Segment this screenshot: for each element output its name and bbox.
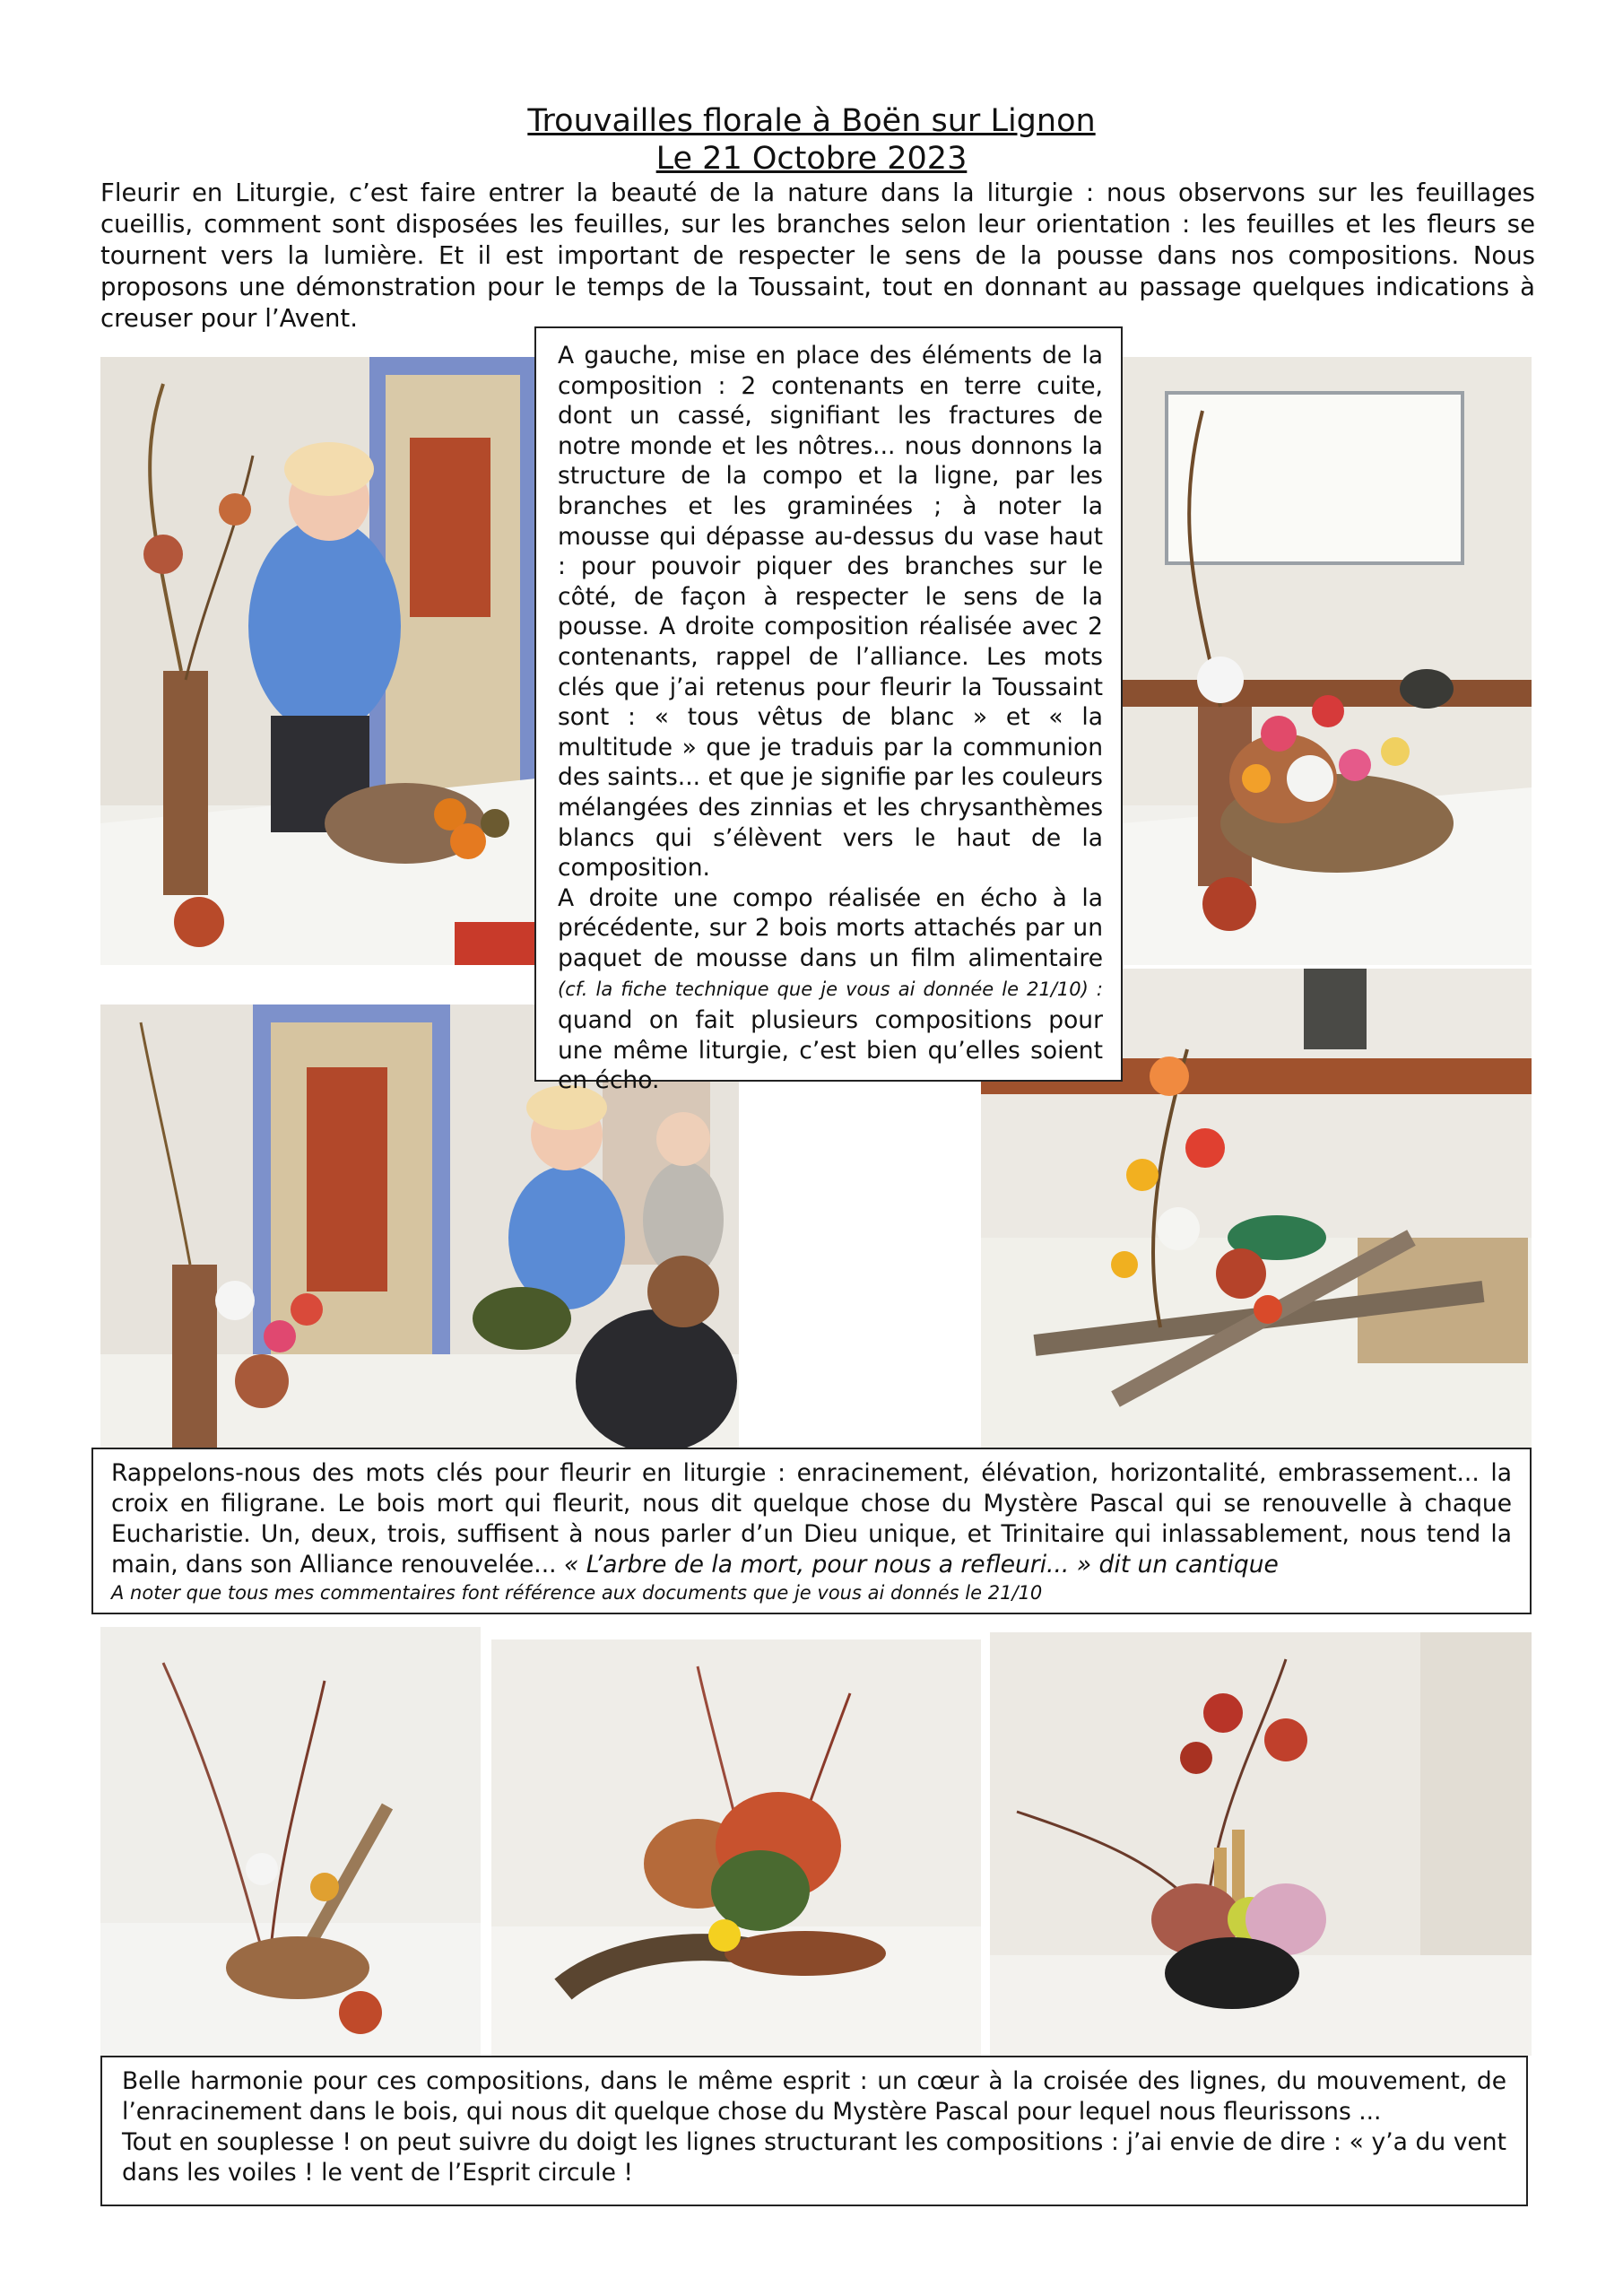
- photo-bottom-center: [491, 1639, 981, 2056]
- harmony-line2: Tout en souplesse ! on peut suivre du doigt les lignes structurant les compositions : j’ai envie de dire : « y’a du vent dans les voiles ! le vent de l’Esprit circule !: [122, 2128, 1506, 2187]
- composition-description-p2-end: quand on fait plusieurs compositions pour une même liturgie, c’est bien qu’elles soient en écho.: [558, 1006, 1103, 1095]
- harmony-box: [100, 2056, 1528, 2206]
- composition-description-box: [534, 326, 1123, 1095]
- technical-sheet-reference: (cf. la fiche technique que je vous ai donnée le 21/10) :: [558, 978, 1103, 1001]
- composition-description-p1: A gauche, mise en place des éléments de la composition : 2 contenants en terre cuite, dont un cassé, signifiant les fractures de notre monde et les nôtres... nous donnons la structure de la compo et la ligne, par les branches et les graminées ; à noter la mousse qui dépasse au-dessus du vase haut : pour pouvoir piquer des branches sur le côté, de façon à respecter le sens de la pousse. A droite composition réalisée avec 2 contenants, rappel de l’alliance. Les mots clés que j’ai retenus pour fleurir la Toussaint sont : « tous vêtus de blanc » et « la multitude » que je traduis par la communion des saints... et que je signifie par les couleurs mélangées des zinnias et les chrysanthèmes blancs qui s’élèvent vers le haut de la composition.: [558, 342, 1103, 883]
- page-date: Le 21 Octobre 2023: [655, 141, 968, 177]
- intro-paragraph: Fleurir en Liturgie, c’est faire entrer la beauté de la nature dans la liturgie : nous observons sur les feuillages cueillis, comment sont disposées les feuilles, sur les branches selon leur orientation : les feuilles et les fleurs se tournent vers la lumière. Et il est important de respecter le sens de la pousse dans nos compositions. Nous proposons une démonstration pour le temps de la Toussaint, tout en donnant au passage quelques indications à creuser pour l’Avent.: [100, 178, 1535, 333]
- photo-demonstration-left: [100, 357, 536, 965]
- photo-bottom-right: [990, 1632, 1532, 2056]
- keywords-reminder-box: [91, 1448, 1532, 1614]
- harmony-line1: Belle harmonie pour ces compositions, dans le même esprit : un cœur à la croisée des lignes, du mouvement, de l’enracinement dans le bois, qui nous dit quelque chose du Mystère Pascal pour lequel nous fleurissons ...: [122, 2067, 1506, 2126]
- hymn-quote: « L’arbre de la mort, pour nous a refleuri... »: [564, 1551, 1092, 1578]
- composition-description-p2-start: A droite une compo réalisée en écho à la précédente, sur 2 bois morts attachés par un paquet de mousse dans un film alimentaire: [558, 883, 1103, 972]
- photo-bottom-left: [100, 1627, 481, 2056]
- keywords-reminder-text: Rappelons-nous des mots clés pour fleurir en liturgie : enracinement, élévation, horizontalité, embrassement... la croix en filigrane. Le bois mort qui fleurit, nous dit quelque chose du Mystère Pascal qui se renouvelle à chaque Eucharistie. Un, deux, trois, suffisent à nous parler d’un Dieu unique, et Trinitaire qui inlassablement, nous tend la main, dans son Alliance renouvelée...: [111, 1459, 1512, 1578]
- documents-note: A noter que tous mes commentaires font référence aux documents que je vous ai donnés le 21/10: [111, 1582, 1043, 1604]
- photo-toussaint-composition: [1122, 357, 1532, 965]
- page-title: Trouvailles florale à Boën sur Lignon: [527, 103, 1096, 139]
- hymn-quote-tail: dit un cantique: [1091, 1551, 1279, 1578]
